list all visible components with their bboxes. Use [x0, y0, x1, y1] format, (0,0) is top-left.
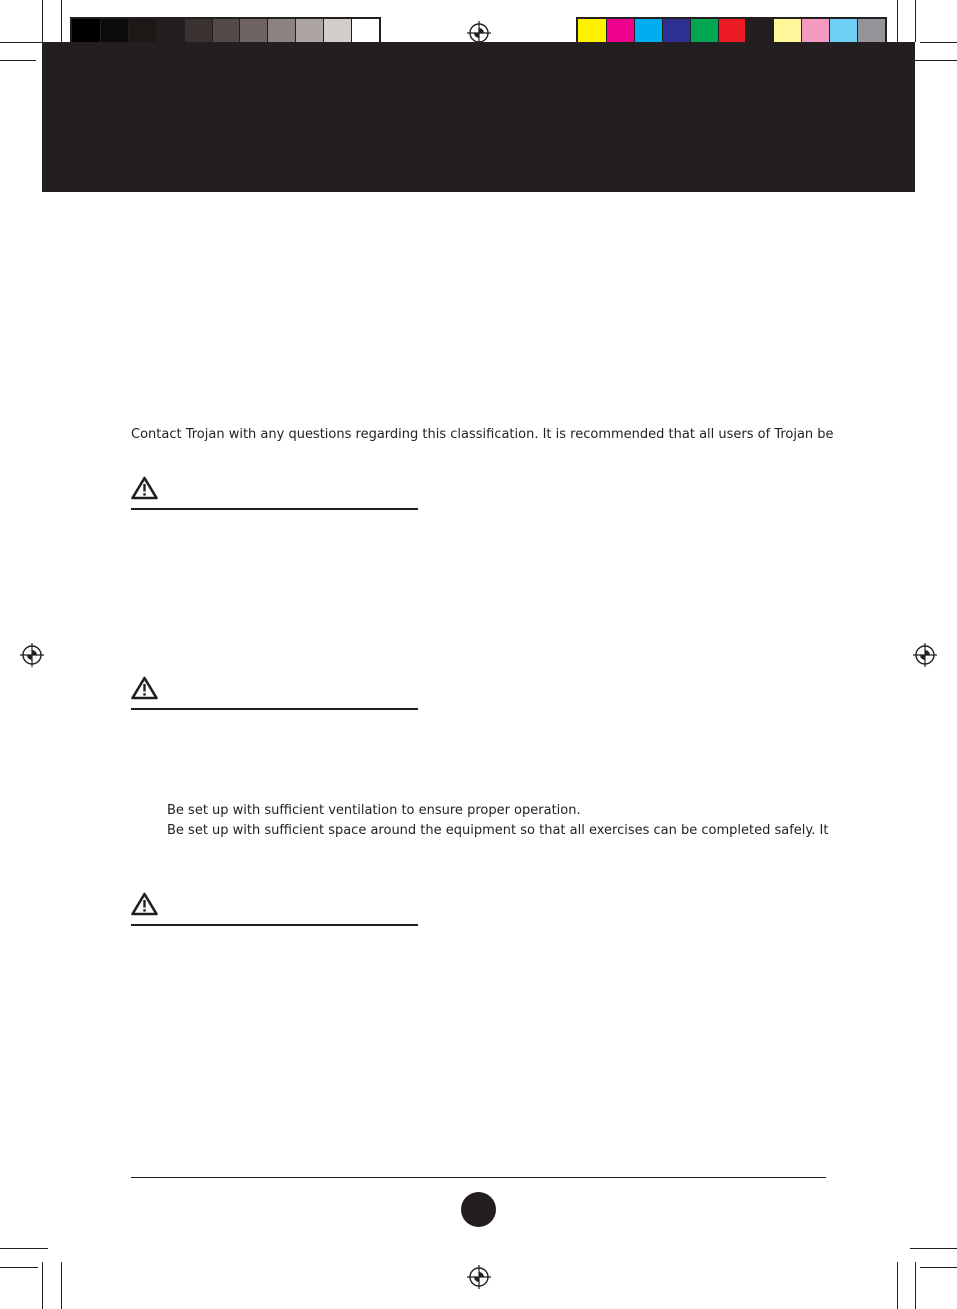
color-swatch — [100, 19, 128, 43]
heading-rule — [131, 924, 418, 926]
setup-item: Be set up with sufficient space around the equipment so that all exercises can be completed safely. It — [167, 823, 829, 838]
page-number-badge — [461, 1192, 496, 1227]
color-swatch — [351, 19, 379, 43]
warning-heading — [131, 892, 418, 926]
crop-mark — [42, 1262, 43, 1309]
contact-paragraph: Contact Trojan with any questions regarding this classification. It is recommended that all users of Trojan be — [131, 427, 834, 442]
warning-heading — [131, 476, 418, 510]
registration-target-icon — [467, 1265, 491, 1289]
warning-triangle-icon — [131, 476, 158, 500]
crop-mark — [42, 0, 43, 42]
color-swatch — [267, 19, 295, 43]
color-swatch — [239, 19, 267, 43]
crop-mark — [0, 1267, 38, 1268]
process-color-bar — [576, 17, 887, 45]
color-swatch — [156, 19, 184, 43]
warning-triangle-icon — [131, 892, 158, 916]
warning-heading — [131, 676, 418, 710]
crop-mark — [915, 1262, 916, 1309]
crop-mark — [0, 1248, 48, 1249]
header-band — [42, 42, 915, 192]
color-swatch — [606, 19, 634, 43]
crop-mark — [915, 0, 916, 42]
color-swatch — [184, 19, 212, 43]
color-swatch — [718, 19, 746, 43]
grayscale-color-bar — [70, 17, 381, 45]
footer-rule — [131, 1177, 826, 1178]
registration-target-icon — [20, 643, 44, 667]
color-swatch — [578, 19, 606, 43]
crop-mark — [910, 1248, 957, 1249]
color-swatch — [745, 19, 773, 43]
color-swatch — [72, 19, 100, 43]
color-swatch — [801, 19, 829, 43]
color-swatch — [295, 19, 323, 43]
registration-target-icon — [913, 643, 937, 667]
crop-mark — [897, 1262, 898, 1309]
crop-mark — [912, 60, 957, 61]
crop-mark — [61, 1262, 62, 1309]
color-swatch — [773, 19, 801, 43]
heading-rule — [131, 508, 418, 510]
crop-mark — [0, 60, 36, 61]
crop-mark — [920, 42, 957, 43]
color-swatch — [857, 19, 885, 43]
color-swatch — [662, 19, 690, 43]
crop-mark — [920, 1267, 957, 1268]
color-swatch — [634, 19, 662, 43]
color-swatch — [212, 19, 240, 43]
crop-mark — [0, 42, 42, 43]
heading-rule — [131, 708, 418, 710]
setup-item: Be set up with sufficient ventilation to ensure proper operation. — [167, 803, 581, 818]
color-swatch — [128, 19, 156, 43]
color-swatch — [829, 19, 857, 43]
warning-triangle-icon — [131, 676, 158, 700]
color-swatch — [690, 19, 718, 43]
color-swatch — [323, 19, 351, 43]
